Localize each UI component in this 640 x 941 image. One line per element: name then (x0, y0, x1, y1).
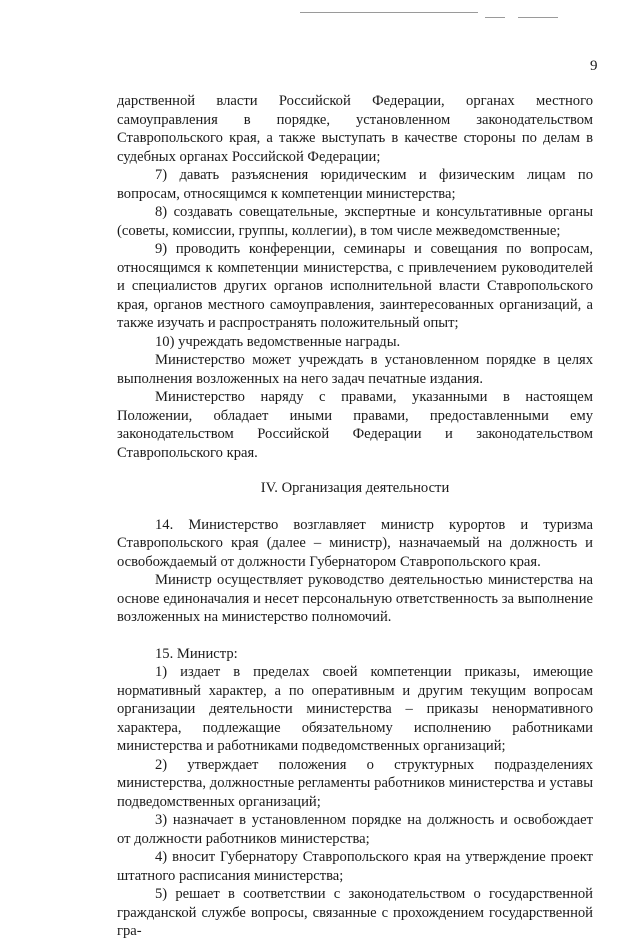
scan-artifact-line (300, 12, 478, 13)
paragraph: 9) проводить конференции, семинары и совещания по вопросам, относящимся к компетенции министерства, с привлечением руководителей и специалистов других органов исполнительной власти Ставропольского края, органов местного самоуправления, заинтересованных организаций, а также изучать и распространять положительный опыт; (117, 241, 593, 331)
paragraph: 1) издает в пределах своей компетенции приказы, имеющие нормативный характер, а по оперативным и другим текущим вопросам организации деятельности министерства – приказы ненормативного характера, подлежащие обязательному исполнению работниками министерства и работниками подведомственных организаций; (117, 664, 593, 754)
paragraph: 10) учреждать ведомственные награды. (155, 333, 401, 350)
scan-artifact-line (485, 17, 505, 18)
paragraph: 4) вносит Губернатору Ставропольского края на утверждение проект штатного расписания министерства; (117, 849, 593, 884)
paragraph: 8) создавать совещательные, экспертные и консультативные органы (советы, комиссии, группы, коллегии), в том числе межведомственные; (117, 204, 593, 239)
scan-artifact-line (518, 17, 558, 18)
paragraph: 15. Министр: (155, 645, 238, 662)
paragraph: 5) решает в соответствии с законодательством о государственной гражданской службе вопросы, связанные с прохождением государственной гра- (117, 886, 593, 939)
document-body (117, 92, 593, 941)
paragraph: Министерство наряду с правами, указанными в настоящем Положении, обладает иными правами, предоставленными ему законодательством Российской Федерации и законодательством Ставропольского края. (117, 389, 593, 461)
paragraph: дарственной власти Российской Федерации, органах местного самоуправления в порядке, установленном законодательством Ставропольского края, а также выступать в качестве стороны по делам в судебных органах Российской Федерации; (117, 93, 593, 165)
paragraph: Министерство может учреждать в установленном порядке в целях выполнения возложенных на него задач печатные издания. (117, 352, 593, 387)
paragraph: 2) утверждает положения о структурных подразделениях министерства, должностные регламенты работников министерства и уставы подведомственных организаций; (117, 756, 593, 810)
section-heading: IV. Организация деятельности (260, 480, 450, 496)
paragraph-gap (117, 627, 593, 645)
paragraph: Министр осуществляет руководство деятельностью министерства на основе единоначалия и несет персональную ответственность за выполнение возложенных на министерство полномочий. (117, 572, 593, 625)
paragraph: 7) давать разъяснения юридическим и физическим лицам по вопросам, относящимся к компетенции министерства; (117, 167, 593, 202)
paragraph: 14. Министерство возглавляет министр курортов и туризма Ставропольского края (далее – министр), назначаемый на должность и освобождаемый от должности Губернатором Ставропольского края. (117, 516, 593, 570)
paragraph: 3) назначает в установленном порядке на должность и освобождает от должности работников министерства; (117, 812, 593, 847)
page-number: 9 (590, 58, 598, 74)
